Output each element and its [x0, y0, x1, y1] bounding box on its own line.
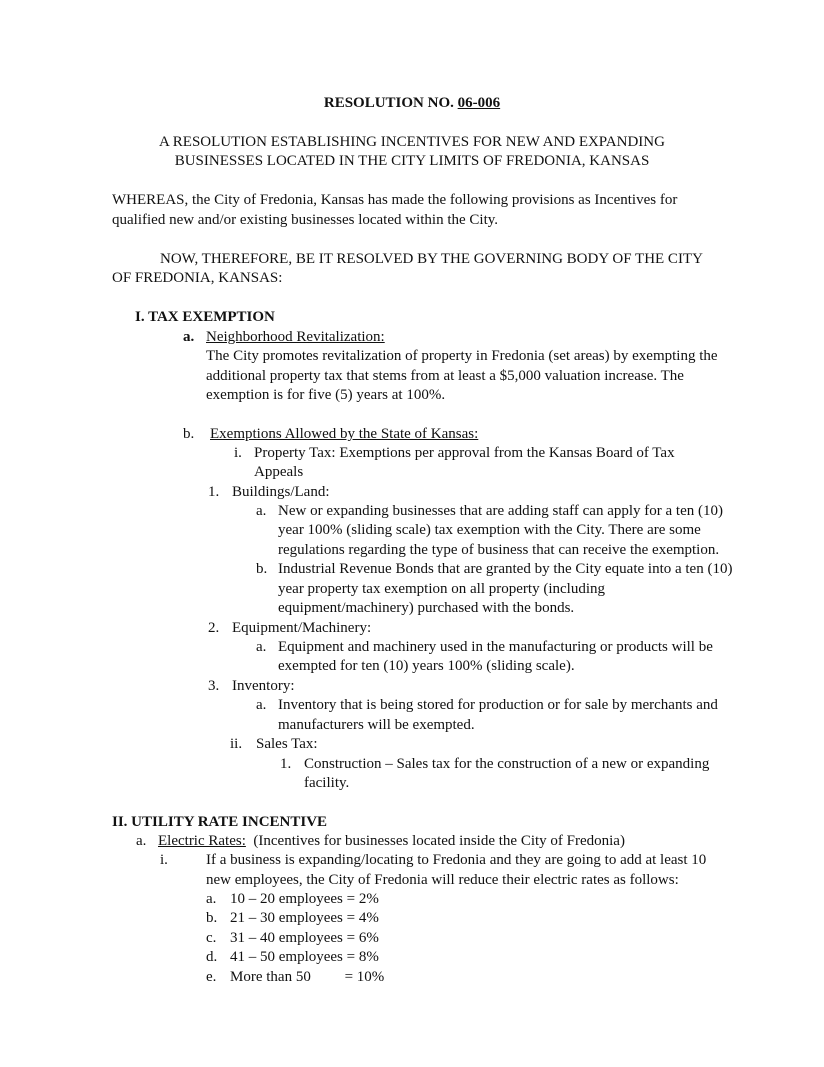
- inventory-marker: 3.: [208, 678, 220, 694]
- resolved-line-2: OF FREDONIA, KANSAS:: [112, 270, 283, 286]
- sales-tax-marker: ii.: [230, 736, 243, 752]
- section-1a-marker: a.: [183, 329, 195, 345]
- resolved-line-1: NOW, THEREFORE, BE IT RESOLVED BY THE GOVERNING BODY OF THE CITY: [160, 251, 703, 267]
- rate-item-b-marker: b.: [206, 910, 218, 926]
- buildings-a-line-2: year 100% (sliding scale) tax exemption with the City. There are some: [278, 522, 701, 538]
- electric-rates-rest: (Incentives for businesses located inside the City of Fredonia): [245, 833, 625, 849]
- rate-item-b-text: 21 – 30 employees = 4%: [230, 910, 379, 926]
- equipment-label: Equipment/Machinery:: [232, 620, 372, 636]
- rate-item-d-marker: d.: [206, 949, 218, 965]
- buildings-b-line-1: Industrial Revenue Bonds that are granted by the City equate into a ten (10): [278, 561, 733, 577]
- rate-item-c-text: 31 – 40 employees = 6%: [230, 930, 379, 946]
- electric-i-marker: i.: [160, 852, 168, 868]
- whereas-line-1: WHEREAS, the City of Fredonia, Kansas has made the following provisions as Incentives for: [112, 192, 678, 208]
- buildings-a-line-1: New or expanding businesses that are adding staff can apply for a ten (10): [278, 503, 723, 519]
- buildings-marker: 1.: [208, 484, 220, 500]
- whereas-line-2: qualified new and/or existing businesses located within the City.: [112, 212, 499, 228]
- equipment-a-marker: a.: [256, 639, 267, 655]
- neighborhood-body-line-2: additional property tax that stems from at least a $5,000 valuation increase. The: [206, 368, 684, 384]
- equipment-a-line-2: exempted for ten (10) years 100% (sliding scale).: [278, 658, 575, 674]
- property-tax-line-1: Property Tax: Exemptions per approval from the Kansas Board of Tax: [254, 445, 675, 461]
- electric-rates-line: [158, 832, 625, 852]
- electric-i-line-2: new employees, the City of Fredonia will reduce their electric rates as follows:: [206, 872, 679, 888]
- electric-i-line-1: If a business is expanding/locating to Fredonia and they are going to add at least 10: [206, 852, 707, 868]
- resolution-prefix: RESOLUTION NO.: [323, 95, 458, 111]
- neighborhood-revitalization-title: Neighborhood Revitalization:: [206, 329, 385, 345]
- buildings-a-marker: a.: [256, 503, 267, 519]
- subtitle-line-1: A RESOLUTION ESTABLISHING INCENTIVES FOR NEW AND EXPANDING: [159, 134, 665, 150]
- buildings-b-line-3: equipment/machinery) purchased with the bonds.: [278, 600, 575, 616]
- property-tax-line-2: Appeals: [254, 464, 304, 480]
- inventory-a-line-2: manufacturers will be exempted.: [278, 717, 475, 733]
- rate-item-e-text: More than 50 = 10%: [230, 969, 385, 985]
- section-2-heading: II. UTILITY RATE INCENTIVE: [112, 814, 328, 830]
- rate-item-c-marker: c.: [206, 930, 217, 946]
- buildings-b-line-2: year property tax exemption on all property (including: [278, 581, 605, 597]
- state-exemptions-title: Exemptions Allowed by the State of Kansas:: [210, 426, 479, 442]
- resolution-number: 06-006: [457, 95, 501, 111]
- rate-item-a-marker: a.: [206, 891, 217, 907]
- construction-line-1: Construction – Sales tax for the construction of a new or expanding: [304, 756, 710, 772]
- electric-rates-title: Electric Rates:: [158, 833, 246, 849]
- section-1-heading: I. TAX EXEMPTION: [135, 309, 275, 325]
- section-1b-marker: b.: [183, 426, 195, 442]
- rate-item-d-text: 41 – 50 employees = 8%: [230, 949, 379, 965]
- construction-line-2: facility.: [304, 775, 350, 791]
- construction-marker: 1.: [280, 756, 292, 772]
- sales-tax-label: Sales Tax:: [256, 736, 318, 752]
- equipment-marker: 2.: [208, 620, 220, 636]
- inventory-a-marker: a.: [256, 697, 267, 713]
- resolution-title: [0, 94, 824, 114]
- buildings-label: Buildings/Land:: [232, 484, 330, 500]
- equipment-a-line-1: Equipment and machinery used in the manufacturing or products will be: [278, 639, 713, 655]
- buildings-a-line-3: regulations regarding the type of business that can receive the exemption.: [278, 542, 720, 558]
- neighborhood-body-line-1: The City promotes revitalization of property in Fredonia (set areas) by exempting the: [206, 348, 718, 364]
- inventory-label: Inventory:: [232, 678, 295, 694]
- inventory-a-line-1: Inventory that is being stored for production or for sale by merchants and: [278, 697, 718, 713]
- rate-item-e-marker: e.: [206, 969, 217, 985]
- rate-item-a-text: 10 – 20 employees = 2%: [230, 891, 379, 907]
- electric-rates-marker: a.: [136, 833, 147, 849]
- neighborhood-body-line-3: exemption is for five (5) years at 100%.: [206, 387, 446, 403]
- buildings-b-marker: b.: [256, 561, 268, 577]
- property-tax-marker: i.: [234, 445, 242, 461]
- subtitle-line-2: BUSINESSES LOCATED IN THE CITY LIMITS OF FREDONIA, KANSAS: [174, 153, 650, 169]
